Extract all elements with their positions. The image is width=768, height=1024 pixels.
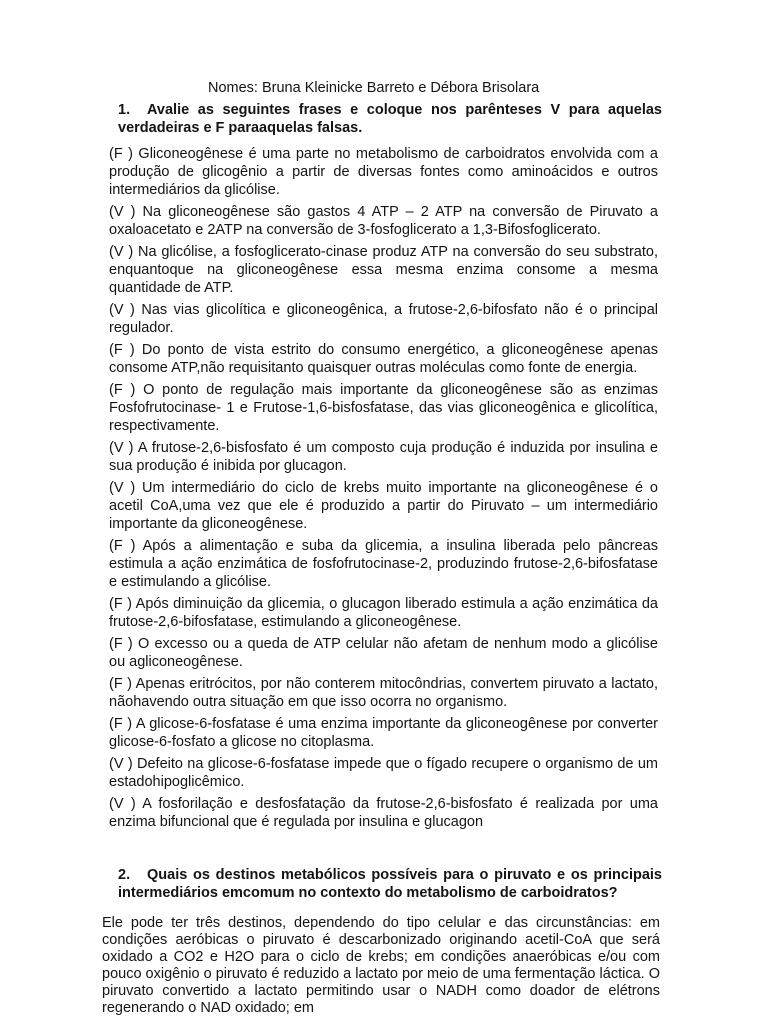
statement-item: (V ) A fosforilação e desfosfatação da frutose-2,6-bisfosfato é realizada por uma enzima bifuncional que é regulada por insulina e glucagon bbox=[109, 796, 658, 830]
statement-item: (F ) Do ponto de vista estrito do consumo energético, a gliconeogênese apenas consome ATP,não requisitanto quaisquer outras moléculas como fonte de energia. bbox=[109, 342, 658, 376]
statement-item: (V ) Nas vias glicolítica e gliconeogênica, a frutose-2,6-bifosfato não é o principal regulador. bbox=[109, 302, 658, 336]
answer-2-text: Ele pode ter três destinos, dependendo do tipo celular e das circunstâncias: em condições aeróbicas o piruvato é descarbonizado originando acetil-CoA que será oxidado a CO2 e H2O para o ciclo de krebs; em condições anaeróbicas e/ou com pouco oxigênio o piruvato é reduzido a lactato por meio de uma fermentação láctica. O piruvato convertido a lactato permitindo usar o NADH como doador de elétrons regenerando o NAD oxidado; em bbox=[102, 915, 660, 1016]
question-2 bbox=[118, 866, 662, 902]
statement-list bbox=[109, 145, 658, 835]
question-1 bbox=[118, 101, 662, 137]
statement-item: (F ) Após diminuição da glicemia, o glucagon liberado estimula a ação enzimática da frutose-2,6-bifosfatase, estimulando a gliconeogênese. bbox=[109, 596, 658, 630]
question-1-number: 1. bbox=[118, 102, 131, 118]
statement-item: (F ) O excesso ou a queda de ATP celular não afetam de nenhum modo a glicólise ou agliconeogênese. bbox=[109, 636, 658, 670]
statement-item: (F ) A glicose-6-fosfatase é uma enzima importante da gliconeogênese por converter glicose-6-fosfato a glicose no citoplasma. bbox=[109, 716, 658, 750]
statement-item: (V ) Na glicólise, a fosfoglicerato-cinase produz ATP na conversão do seu substrato, enquantoque na gliconeogênese essa mesma enzima consome a mesma quantidade de ATP. bbox=[109, 244, 658, 296]
author-names: Nomes: Bruna Kleinicke Barreto e Débora Brisolara bbox=[208, 80, 540, 96]
statement-item: (F ) Gliconeogênese é uma parte no metabolismo de carboidratos envolvida com a produção de glicogênio a partir de diversas fontes como aminoácidos e outros intermediários da glicólise. bbox=[109, 146, 658, 198]
statement-item: (F ) O ponto de regulação mais importante da gliconeogênese são as enzimas Fosfofrutocinase- 1 e Frutose-1,6-bisfosfatase, das vias gliconeogênica e glicolítica, respectivamente. bbox=[109, 382, 658, 434]
question-1-text: Avalie as seguintes frases e coloque nos parênteses V para aquelas verdadeiras e F paraaquelas falsas. bbox=[118, 102, 662, 136]
question-2-number: 2. bbox=[118, 867, 131, 883]
statement-item: (F ) Após a alimentação e suba da glicemia, a insulina liberada pelo pâncreas estimula a ação enzimática de fosfofrutocinase-2, produzindo frutose-2,6-bifosfatase e estimulando a glicólise. bbox=[109, 538, 658, 590]
statement-item: (F ) Apenas eritrócitos, por não conterem mitocôndrias, convertem piruvato a lactato, nãohavendo outra situação em que isso ocorra no organismo. bbox=[109, 676, 658, 710]
statement-item: (V ) A frutose-2,6-bisfosfato é um composto cuja produção é induzida por insulina e sua produção é inibida por glucagon. bbox=[109, 440, 658, 474]
statement-item: (V ) Defeito na glicose-6-fosfatase impede que o fígado recupere o organismo de um estadohipoglicêmico. bbox=[109, 756, 658, 790]
statement-item: (V ) Um intermediário do ciclo de krebs muito importante na gliconeogênese é o acetil CoA,uma vez que ele é produzido a partir do Piruvato – um intermediário importante da gliconeogênese. bbox=[109, 480, 658, 532]
statement-item: (V ) Na gliconeogênese são gastos 4 ATP – 2 ATP na conversão de Piruvato a oxaloacetato e 2ATP na conversão de 3-fosfoglicerato a 1,3-Bifosfoglicerato. bbox=[109, 204, 658, 238]
question-2-text: Quais os destinos metabólicos possíveis para o piruvato e os principais intermediários emcomum no contexto do metabolismo de carboidratos? bbox=[118, 867, 662, 901]
